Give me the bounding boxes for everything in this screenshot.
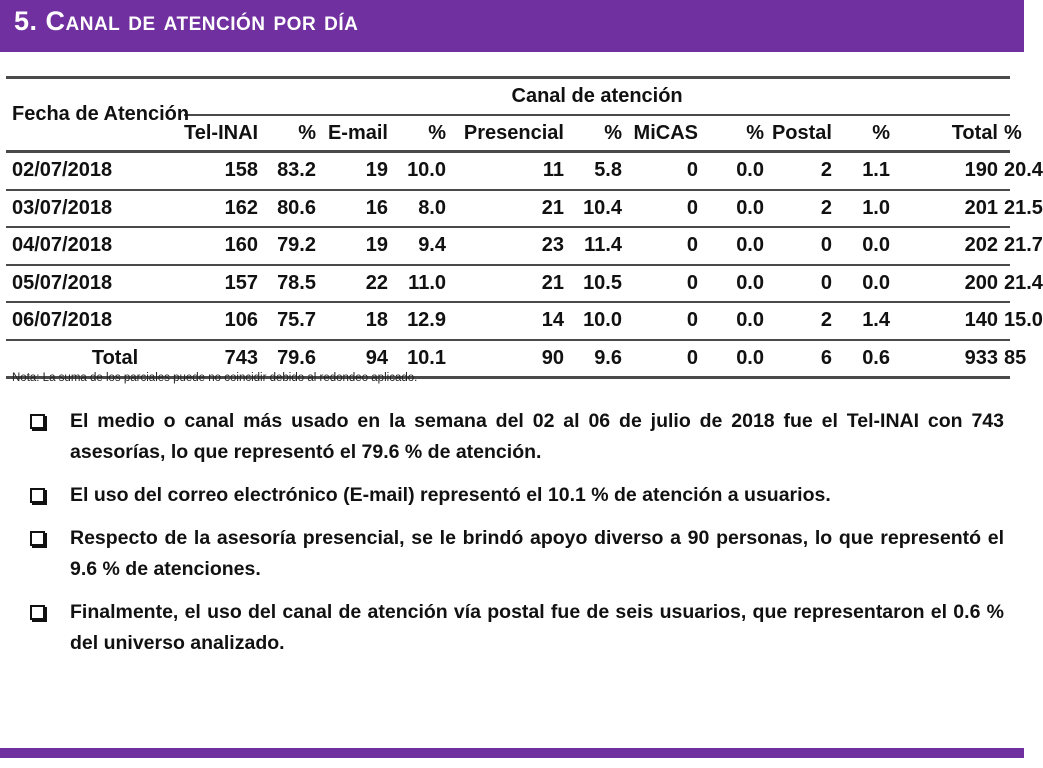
cell-tel-inai-pct: 79.2 — [264, 227, 322, 265]
bullet-text: Finalmente, el uso del canal de atención vía postal fue de seis usuarios, que representaron el 0.6 % del universo analizado. — [70, 601, 1004, 654]
bullet-item — [30, 480, 1004, 511]
cell-total-pct: 15.0 — [1004, 302, 1010, 340]
total-total-pct: 85 — [1004, 340, 1010, 378]
cell-postal: 2 — [770, 152, 838, 190]
total-presencial-pct: 9.6 — [570, 340, 628, 378]
total-email-pct: 10.1 — [394, 340, 452, 378]
group-header-canal: Canal de atención — [184, 78, 1010, 116]
checkbox-bullet-icon — [30, 531, 45, 546]
total-tel-inai-pct: 79.6 — [264, 340, 322, 378]
cell-postal: 2 — [770, 302, 838, 340]
footer-bar — [0, 748, 1024, 758]
col-header-postal-pct: % — [872, 121, 890, 144]
bullet-list — [30, 406, 1004, 671]
cell-postal-pct: 1.4 — [838, 302, 896, 340]
cell-postal: 2 — [770, 190, 838, 228]
cell-tel-inai: 162 — [184, 190, 264, 228]
cell-total: 190 — [896, 152, 1004, 190]
col-header-presencial-pct: % — [604, 121, 622, 144]
bullet-text: Respecto de la asesoría presencial, se le brindó apoyo diverso a 90 personas, lo que representó el 9.6 % de atenciones. — [70, 527, 1004, 580]
cell-email: 18 — [322, 302, 394, 340]
cell-micas: 0 — [628, 302, 704, 340]
attention-table — [6, 76, 1043, 379]
table-row — [6, 302, 1010, 340]
col-header-tel-inai: Tel-INAI — [184, 121, 259, 144]
cell-micas: 0 — [628, 265, 704, 303]
table-row — [6, 227, 1010, 265]
cell-total: 202 — [896, 227, 1004, 265]
total-postal: 6 — [770, 340, 838, 378]
cell-tel-inai-pct: 75.7 — [264, 302, 322, 340]
col-header-total: Total — [951, 121, 998, 144]
cell-email: 16 — [322, 190, 394, 228]
cell-tel-inai: 157 — [184, 265, 264, 303]
cell-presencial: 21 — [452, 190, 570, 228]
cell-micas-pct: 0.0 — [704, 152, 770, 190]
bullet-item — [30, 523, 1004, 585]
title-bar — [0, 0, 1024, 52]
col-header-total-pct: % — [1004, 121, 1022, 144]
row-date: 02/07/2018 — [6, 152, 184, 190]
cell-email-pct: 10.0 — [394, 152, 452, 190]
cell-tel-inai: 158 — [184, 152, 264, 190]
cell-postal-pct: 1.0 — [838, 190, 896, 228]
cell-presencial-pct: 11.4 — [570, 227, 628, 265]
cell-presencial-pct: 5.8 — [570, 152, 628, 190]
cell-tel-inai-pct: 78.5 — [264, 265, 322, 303]
cell-presencial-pct: 10.5 — [570, 265, 628, 303]
cell-presencial: 21 — [452, 265, 570, 303]
cell-email: 22 — [322, 265, 394, 303]
cell-micas: 0 — [628, 152, 704, 190]
cell-tel-inai: 160 — [184, 227, 264, 265]
total-postal-pct: 0.6 — [838, 340, 896, 378]
cell-total-pct: 20.4 — [1004, 152, 1010, 190]
cell-micas-pct: 0.0 — [704, 227, 770, 265]
cell-email-pct: 9.4 — [394, 227, 452, 265]
total-micas-pct: 0.0 — [704, 340, 770, 378]
attention-table-container — [6, 76, 1043, 379]
cell-presencial: 11 — [452, 152, 570, 190]
cell-postal-pct: 0.0 — [838, 265, 896, 303]
cell-micas-pct: 0.0 — [704, 302, 770, 340]
row-date: 05/07/2018 — [6, 265, 184, 303]
col-header-postal: Postal — [771, 121, 832, 144]
cell-presencial: 23 — [452, 227, 570, 265]
row-date: 04/07/2018 — [6, 227, 184, 265]
row-date: 03/07/2018 — [6, 190, 184, 228]
cell-postal: 0 — [770, 265, 838, 303]
table-row — [6, 265, 1010, 303]
cell-tel-inai-pct: 83.2 — [264, 152, 322, 190]
cell-email-pct: 12.9 — [394, 302, 452, 340]
total-presencial: 90 — [452, 340, 570, 378]
cell-total-pct: 21.7 — [1004, 227, 1010, 265]
col-header-tel-inai-pct: % — [298, 121, 316, 144]
cell-email: 19 — [322, 227, 394, 265]
col-header-email-pct: % — [428, 121, 446, 144]
cell-presencial-pct: 10.4 — [570, 190, 628, 228]
cell-total-pct: 21.4 — [1004, 265, 1010, 303]
total-total: 933 — [896, 340, 1004, 378]
cell-micas-pct: 0.0 — [704, 265, 770, 303]
cell-postal-pct: 1.1 — [838, 152, 896, 190]
table-footnote: Nota: La suma de los parciales puede no coincidir debido al redondeo aplicado. — [12, 372, 418, 384]
bullet-text: El medio o canal más usado en la semana del 02 al 06 de julio de 2018 fue el Tel-INAI con 743 asesorías, lo que representó el 79.6 % de atención. — [70, 410, 1004, 463]
cell-tel-inai: 106 — [184, 302, 264, 340]
cell-presencial-pct: 10.0 — [570, 302, 628, 340]
page-title: 5. Canal de atención por día — [14, 6, 359, 36]
cell-micas: 0 — [628, 227, 704, 265]
col-header-micas-pct: % — [746, 121, 764, 144]
cell-email-pct: 11.0 — [394, 265, 452, 303]
col-header-presencial: Presencial — [463, 121, 564, 144]
bullet-item — [30, 597, 1004, 659]
cell-micas-pct: 0.0 — [704, 190, 770, 228]
cell-email-pct: 8.0 — [394, 190, 452, 228]
cell-micas: 0 — [628, 190, 704, 228]
total-tel-inai: 743 — [184, 340, 264, 378]
checkbox-bullet-icon — [30, 605, 45, 620]
cell-total-pct: 21.5 — [1004, 190, 1010, 228]
cell-postal: 0 — [770, 227, 838, 265]
checkbox-bullet-icon — [30, 488, 45, 503]
cell-tel-inai-pct: 80.6 — [264, 190, 322, 228]
bullet-text: El uso del correo electrónico (E-mail) representó el 10.1 % de atención a usuarios. — [70, 484, 831, 506]
total-email: 94 — [322, 340, 394, 378]
table-row — [6, 152, 1010, 190]
cell-total: 200 — [896, 265, 1004, 303]
table-row — [6, 190, 1010, 228]
col-header-micas: MiCAS — [633, 121, 698, 144]
col-header-email: E-mail — [327, 121, 388, 144]
cell-total: 140 — [896, 302, 1004, 340]
cell-email: 19 — [322, 152, 394, 190]
bullet-item — [30, 406, 1004, 468]
cell-total: 201 — [896, 190, 1004, 228]
row-header-fecha: Fecha de Atención — [12, 103, 190, 125]
table-group-header-row — [6, 78, 1010, 116]
cell-postal-pct: 0.0 — [838, 227, 896, 265]
checkbox-bullet-icon — [30, 414, 45, 429]
row-date: 06/07/2018 — [6, 302, 184, 340]
cell-presencial: 14 — [452, 302, 570, 340]
total-label: Total — [6, 340, 184, 378]
total-micas: 0 — [628, 340, 704, 378]
